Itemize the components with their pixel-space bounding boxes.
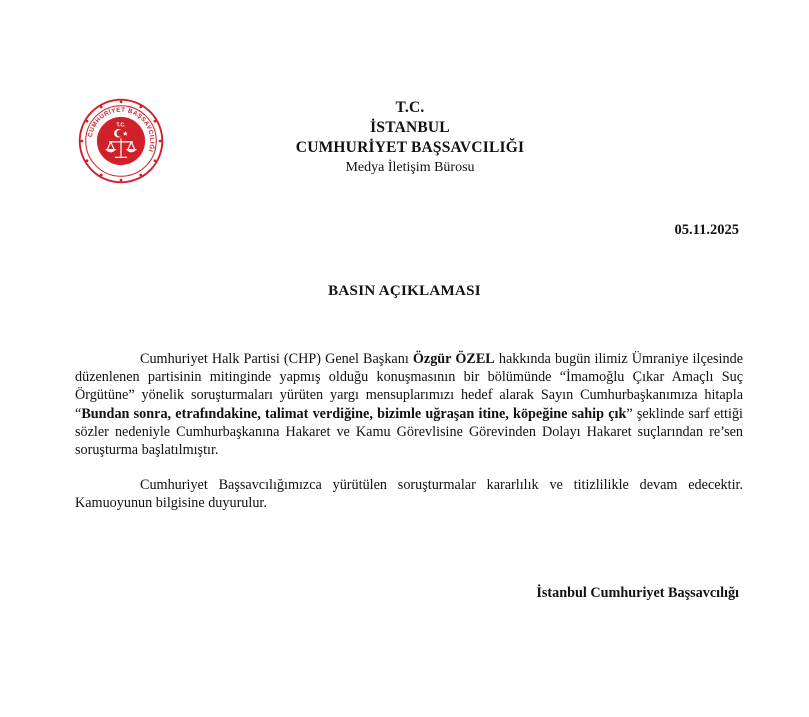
- document-title: BASIN AÇIKLAMASI: [328, 283, 481, 299]
- paragraph-1-quote: Bundan sonra, etrafındakine, talimat verdiğine, bizimle uğraşan itine, köpeğine sahip çık: [81, 405, 627, 422]
- signature: İstanbul Cumhuriyet Başsavcılığı: [536, 585, 739, 601]
- paragraph-1-text-a: Cumhuriyet Halk Partisi (CHP) Genel Başkanı: [140, 351, 413, 367]
- header-city: İSTANBUL: [370, 119, 450, 136]
- seal-ring-text: CUMHURİYET BAŞSAVCILIĞI: [86, 106, 156, 153]
- paragraph-1-text-b: hakkında bugün ilimiz Ümraniye ilçesinde düzenlenen partisinin mitinginde yapmış olduğu konuşmasının bir bölümünde “İmamoğlu Çıkar Amaçlı Suç Örgütüne” yönelik soruşturmaları yürüten yargı mensuplarımızı hedef alarak Sayın Cumhurbaşkanımıza hitapla “: [75, 351, 743, 422]
- seal-top-text: T.C.: [116, 122, 126, 129]
- paragraph-1-text-c: ” şeklinde sarf ettiği sözler nedeniyle Cumhurbaşkanına Hakaret ve Kamu Görevlisine Görevinden Dolayı Hakaret suçlarından re’sen soruşturma başlatılmıştır.: [75, 405, 743, 459]
- paragraph-1-name: Özgür ÖZEL: [412, 351, 495, 367]
- paragraph-2: Cumhuriyet Başsavcılığımızca yürütülen soruşturmalar kararlılık ve titizlilikle devam edecektir. Kamuoyunun bilgisine duyurulur.: [75, 477, 743, 512]
- document-date: 05.11.2025: [674, 222, 739, 238]
- header-office: CUMHURİYET BAŞSAVCILIĞI: [295, 139, 525, 156]
- scales-of-justice-seal-icon: [78, 98, 164, 184]
- header-tc: T.C.: [395, 99, 425, 116]
- paragraph-1: [75, 350, 743, 459]
- header-bureau: Medya İletişim Bürosu: [345, 160, 475, 175]
- document-header: [230, 98, 590, 177]
- document-body: [75, 350, 743, 530]
